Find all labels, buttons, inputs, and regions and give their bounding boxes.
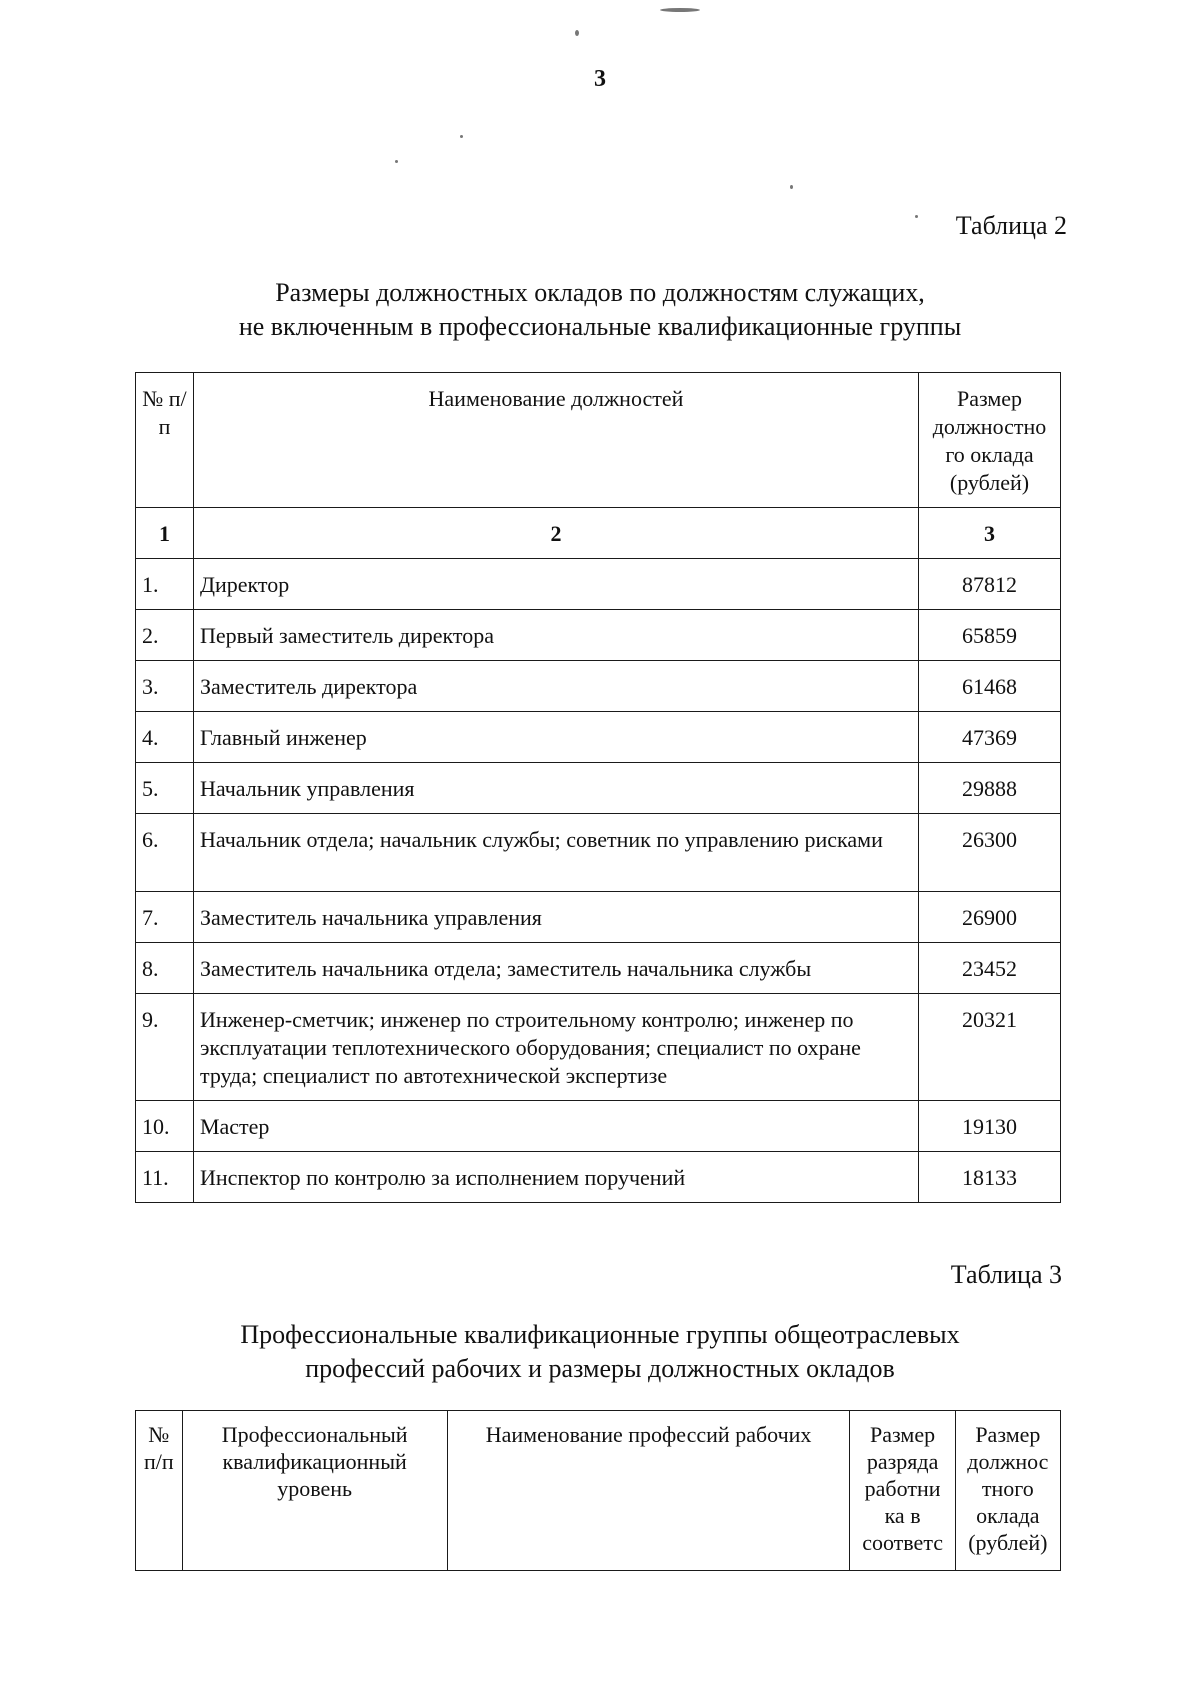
row-number: 1. [136,559,194,610]
row-number: 11. [136,1152,194,1203]
table3 [135,1410,1061,1571]
position-name: Заместитель начальника управления [193,892,918,943]
table3-title [0,1318,1200,1386]
table3-header-row [136,1411,1061,1571]
table3-title-line1: Профессиональные квалификационные группы общеотраслевых [240,1320,960,1349]
row-number: 4. [136,712,194,763]
salary-value: 47369 [919,712,1061,763]
table-row [136,1101,1061,1152]
table3-header-num: № п/п [136,1411,183,1571]
table3-header-level: Профессиональный квалификационный уровень [182,1411,447,1571]
position-name: Первый заместитель директора [193,610,918,661]
scan-speck [575,30,579,36]
table2-header-salary: Размер должностно го оклада (рублей) [919,373,1061,508]
table-row [136,1152,1061,1203]
table2-title-line1: Размеры должностных окладов по должностям служащих, [275,278,925,307]
salary-value: 20321 [919,994,1061,1101]
salary-value: 29888 [919,763,1061,814]
position-name: Начальник управления [193,763,918,814]
table-row [136,943,1061,994]
scan-speck [790,185,793,189]
table-row [136,610,1061,661]
scan-speck [915,215,918,218]
row-number: 9. [136,994,194,1101]
table-row [136,712,1061,763]
table3-header-profession: Наименование профессий рабочих [447,1411,850,1571]
table-row [136,559,1061,610]
scan-speck [660,8,700,12]
salary-value: 87812 [919,559,1061,610]
position-name: Мастер [193,1101,918,1152]
row-number: 5. [136,763,194,814]
table2-index-cell: 2 [193,508,918,559]
salary-value: 65859 [919,610,1061,661]
table2-caption: Таблица 2 [955,211,1067,240]
table3-header-grade: Размер разряда работни ка в соответс [850,1411,955,1571]
row-number: 7. [136,892,194,943]
table2-header-row [136,373,1061,508]
table2-header-num: № п/п [136,373,194,508]
salary-value: 26900 [919,892,1061,943]
position-name: Инженер-сметчик; инженер по строительному контролю; инженер по эксплуатации теплотехнического оборудования; специалист по охране труда; специалист по автотехнической экспертизе [193,994,918,1101]
salary-value: 19130 [919,1101,1061,1152]
table2-index-cell: 3 [919,508,1061,559]
position-name: Инспектор по контролю за исполнением поручений [193,1152,918,1203]
salary-value: 61468 [919,661,1061,712]
table-row [136,814,1061,892]
table-row [136,994,1061,1101]
row-number: 10. [136,1101,194,1152]
row-number: 8. [136,943,194,994]
table2 [135,372,1061,1203]
table2-index-row [136,508,1061,559]
position-name: Заместитель начальника отдела; заместитель начальника службы [193,943,918,994]
table-row [136,661,1061,712]
table-row [136,763,1061,814]
scan-speck [395,160,398,163]
salary-value: 18133 [919,1152,1061,1203]
position-name: Директор [193,559,918,610]
table3-header-salary: Размер должнос тного оклада (рублей) [955,1411,1060,1571]
position-name: Начальник отдела; начальник службы; советник по управлению рисками [193,814,918,892]
table3-caption: Таблица 3 [950,1260,1062,1289]
salary-value: 23452 [919,943,1061,994]
table2-title-line2: не включенным в профессиональные квалификационные группы [238,312,962,341]
table-row [136,892,1061,943]
table3-title-line2: профессий рабочих и размеры должностных окладов [305,1354,895,1383]
position-name: Главный инженер [193,712,918,763]
row-number: 6. [136,814,194,892]
page-number: 3 [594,66,606,92]
salary-value: 26300 [919,814,1061,892]
row-number: 3. [136,661,194,712]
scan-speck [460,135,463,138]
table2-header-name: Наименование должностей [193,373,918,508]
position-name: Заместитель директора [193,661,918,712]
table2-title [0,276,1200,344]
table2-index-cell: 1 [136,508,194,559]
row-number: 2. [136,610,194,661]
